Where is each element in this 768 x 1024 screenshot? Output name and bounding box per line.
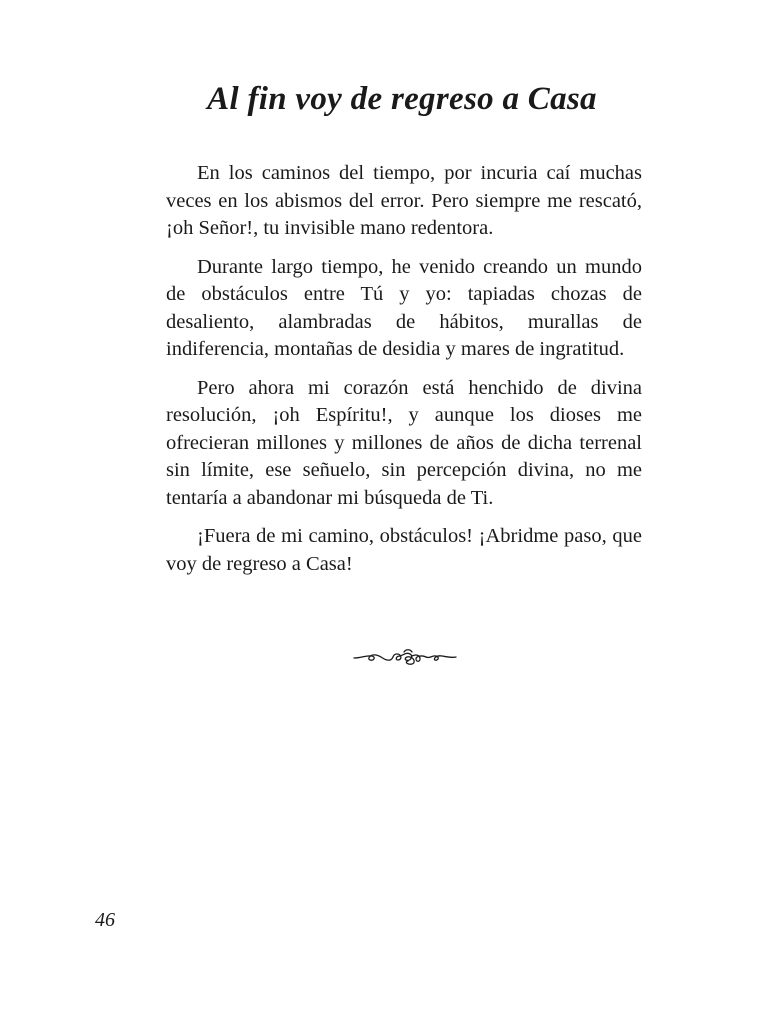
paragraph-3: Pero ahora mi corazón está henchido de divina resolución, ¡oh Espíritu!, y aunque los dioses me ofrecieran millones y millones de años de dicha terrenal sin límite, ese señuelo, sin percepción divina, no me tentaría a abandonar mi búsqueda de Ti. xyxy=(166,376,642,509)
paragraph-4: ¡Fuera de mi camino, obstáculos! ¡Abridme paso, que voy de regreso a Casa! xyxy=(166,525,642,575)
paragraph-1: En los caminos del tiempo, por incuria caí muchas veces en los abismos del error. Pero siempre me rescató, ¡oh Señor!, tu invisible mano redentora. xyxy=(166,162,642,239)
chapter-body xyxy=(166,160,642,589)
flourish-divider-icon xyxy=(352,642,458,672)
page-number: 46 xyxy=(95,909,115,931)
chapter-title: Al fin voy de regreso a Casa xyxy=(207,81,597,117)
paragraph-2: Durante largo tiempo, he venido creando un mundo de obstáculos entre Tú y yo: tapiadas chozas de desaliento, alambradas de hábitos, murallas de indiferencia, montañas de desidia y mares de ingratitud. xyxy=(166,255,642,360)
